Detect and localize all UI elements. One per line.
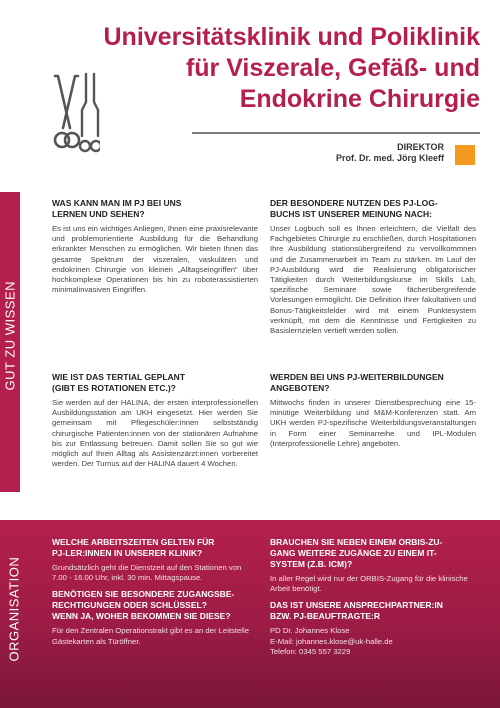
section-lernen (52, 198, 258, 295)
section-weiterbildungen (270, 372, 476, 449)
section-tertial (52, 372, 258, 469)
section-it-zugang (270, 537, 476, 657)
section-lernen-body: Es ist uns ein wichtiges Anliegen, Ihnen eine praxisrelevante und problemorientierte Ausbildung für die Behandlung erkrankter Menschen zu ermöglichen. Wir bieten Ihnen das gesamte Spektrum der viszeralen, vaskulären und endokrinen Chirurgie von kleinen „Alltagseingriffen“ über hochkomplexe Operationen bis hin zu roboterassistierten minimalinvasiven Eingriffen. (52, 224, 258, 295)
page-title (40, 22, 480, 115)
section-arbeitszeiten-heading: WELCHE ARBEITSZEITEN GELTEN FÜR PJ-LER:INNEN IN UNSERER KLINIK? (52, 537, 215, 558)
section-logbuch (270, 198, 476, 336)
section-weiterbildungen-body: Mittwochs finden in unserer Dienstbesprechung eine 15-minütige Weiterbildung und M&M-Konferenzen statt. Am UKH werden PJ-spezifische Weiterbildungsveranstaltungen in Form einer Seminarreihe und IPL-Modulen (Interprofessionelle Lehre) angeboten. (270, 398, 476, 448)
sidebar-label-organisation: ORGANISATION (6, 556, 22, 662)
section-weiterbildungen-heading: WERDEN BEI UNS PJ-WEITERBILDUNGEN ANGEBOTEN? (270, 372, 444, 393)
section-arbeitszeiten-body: Grundsätzlich geht die Dienstzeit auf den Stationen von 7.00 - 16.00 Uhr, inkl. 30 min. Mittagspause. (52, 563, 242, 583)
section-arbeitszeiten (52, 537, 258, 647)
section-zugang-body: Für den Zentralen Operationstrakt gibt es an der Leitstelle Gästekarten als Türöffner. (52, 626, 249, 646)
sidebar-label-gut-zu-wissen: GUT ZU WISSEN (2, 280, 18, 391)
contact-name: PD Dr. Johannes Klose (270, 626, 350, 636)
section-logbuch-heading: DER BESONDERE NUTZEN DES PJ-LOG- BUCHS IST UNSERER MEINUNG NACH: (270, 198, 438, 219)
contact-email[interactable]: E-Mail: johannes.klose@uk-halle.de (270, 636, 393, 646)
director-label: DIREKTOR (397, 142, 444, 152)
section-ansprechpartner-heading: DAS IST UNSERE ANSPRECHPARTNER:IN BZW. PJ-BEAUFTRAGTE:R (270, 600, 443, 622)
section-lernen-heading: WAS KANN MAN IM PJ BEI UNS LERNEN UND SEHEN? (52, 198, 182, 219)
title-line-1: Universitätsklinik und Poliklinik (103, 23, 480, 51)
section-zugang-heading: BENÖTIGEN SIE BESONDERE ZUGANGSBE- RECHTIGUNGEN ODER SCHLÜSSEL? WENN JA, WOHER BEKOMMEN SIE DIESE? (52, 589, 235, 622)
section-logbuch-body: Unser Logbuch soll es Ihnen erleichtern, die Vielfalt des Fachgebietes Chirurgie zu erschließen, durch Hospitationen Ihre Ausbildung stationsübergreifend zu vervollkommnen und die Zusammenarbeit im Team zu stärken. Im Lauf der PJ-Ausbildung wird die Realisierung obligatorischer Tätigkeiten durch Weiterbildungskurse im Skills Lab, spezifische Seminare sowie fächerübergreifende Vorlesungen ermöglicht. Die Definition Ihrer fakultativen und Bonus-Tätigkeitsfelder wird mit einem Punktesystem verknüpft, mit dem die Kenntnisse und Fertigkeiten zu Basislernzielen vertieft werden sollen. (270, 224, 476, 336)
section-it-zugang-heading: BRAUCHEN SIE NEBEN EINEM ORBIS-ZU- GANG WEITERE ZUGÄNGE ZU EINEM IT- SYSTEM (Z.B. ICM)? (270, 537, 443, 569)
section-tertial-body: Sie werden auf der HALINA, der ersten interprofessionellen Ausbildungsstation am UKH eingesetzt. Hier werden Sie gemeinsam mit Pflegeschüler:innen selbstständig chirurgische Patienten:innen von der stationären Aufnahme bis zur Entlassung betreuen. Damit sollen Sie so gut wie möglich auf Ihren Alltag als Assistenzärzt:innen vorbereitet werden. Der Turnus auf der HALINA dauert 4 Wochen. (52, 398, 258, 469)
section-tertial-heading: WIE IST DAS TERTIAL GEPLANT (GIBT ES ROTATIONEN ETC.)? (52, 372, 186, 393)
surgical-scissors-icon (48, 72, 100, 162)
contact-phone[interactable]: Telefon: 0345 557 3229 (270, 646, 351, 656)
header-divider (192, 132, 480, 134)
accent-square (455, 145, 475, 165)
title-line-2: für Viszerale, Gefäß- und (185, 54, 480, 82)
director-block (336, 142, 444, 164)
section-it-zugang-body: In aller Regel wird nur der ORBIS-Zugang für die klinische Arbeit benötigt. (270, 574, 468, 594)
title-line-3: Endokrine Chirurgie (239, 85, 480, 113)
director-name: Prof. Dr. med. Jörg Kleeff (335, 153, 444, 163)
